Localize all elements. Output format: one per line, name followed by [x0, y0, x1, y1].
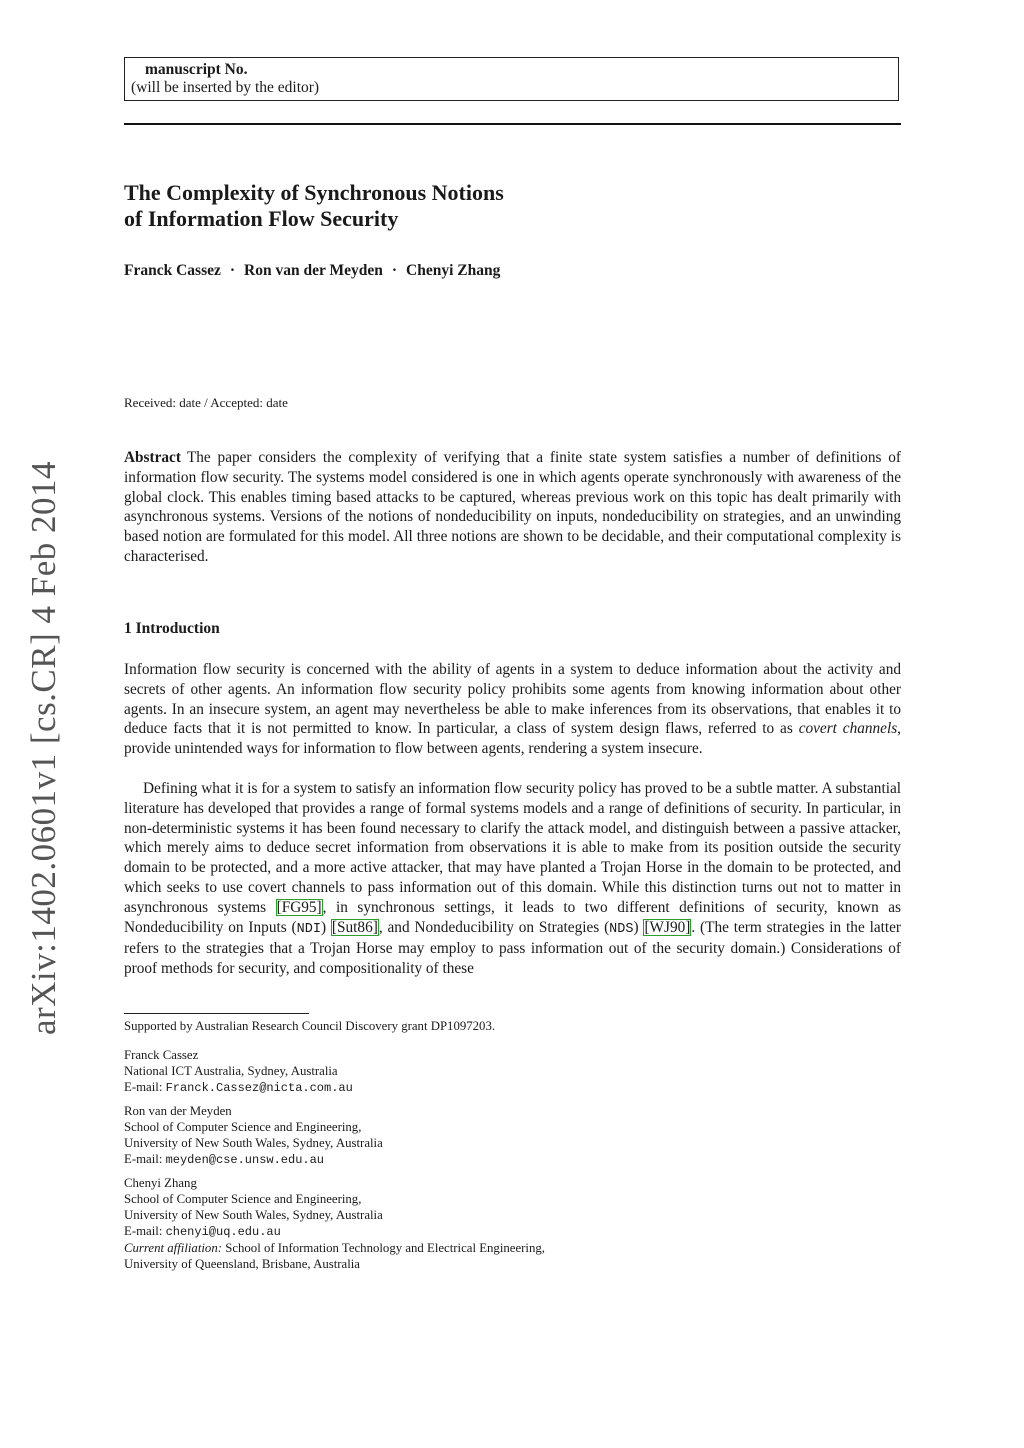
header-rule	[124, 123, 901, 125]
affiliation-line: School of Computer Science and Engineering,	[124, 1192, 362, 1206]
author-separator: ·	[229, 262, 236, 279]
affiliation-line: Chenyi Zhang	[124, 1176, 197, 1190]
received-accepted-dates: Received: date / Accepted: date	[124, 395, 288, 410]
citation-link-sut86[interactable]: [Sut86]	[331, 918, 378, 936]
paragraph-text: , in synchronous settings, it leads to two different definitions of security, known as Nondeducibility on Inputs (	[124, 898, 901, 936]
section-heading-introduction: 1 Introduction	[124, 620, 220, 637]
paragraph-text: . (The term strategies in the latter refers to the strategies that a Trojan Horse may employ to pass information out of the security domain.) Considerations of proof methods for security, and compositionality of these	[124, 918, 902, 978]
citation-link-wj90[interactable]: [WJ90]	[644, 918, 691, 936]
arxiv-identifier: arXiv:1402.0601v1 [cs.CR] 4 Feb 2014	[24, 460, 63, 1036]
current-affiliation	[124, 1240, 545, 1256]
affiliation-email-row	[124, 1223, 545, 1240]
author-separator: ·	[391, 262, 398, 279]
emphasis-covert-channels: covert channels	[798, 720, 898, 738]
title-line-1: The Complexity of Synchronous Notions	[124, 180, 504, 205]
code-ndi: NDI	[296, 921, 321, 937]
affiliation-line: Franck Cassez	[124, 1048, 199, 1062]
paragraph-text: , provide unintended ways for information to flow between agents, rendering a system insecure.	[124, 720, 901, 758]
abstract	[124, 448, 901, 567]
paper-title	[124, 180, 824, 232]
email-link[interactable]: meyden@cse.unsw.edu.au	[165, 1153, 325, 1167]
paragraph-text: )	[320, 918, 331, 936]
author-name: Franck Cassez	[124, 262, 221, 279]
affiliation-line: National ICT Australia, Sydney, Australia	[124, 1064, 338, 1078]
email-link[interactable]: chenyi@uq.edu.au	[165, 1225, 281, 1239]
manuscript-editor-note: (will be inserted by the editor)	[131, 79, 320, 96]
affiliation-line: School of Computer Science and Engineering,	[124, 1120, 362, 1134]
author-name: Ron van der Meyden	[244, 262, 383, 279]
funding-footnote: Supported by Australian Research Council Discovery grant DP1097203.	[124, 1019, 496, 1033]
affiliation-line: University of New South Wales, Sydney, Australia	[124, 1208, 383, 1222]
affiliation-line: University of Queensland, Brisbane, Australia	[124, 1257, 360, 1271]
email-link[interactable]: Franck.Cassez@nicta.com.au	[165, 1081, 353, 1095]
current-affiliation-label: Current affiliation:	[124, 1241, 222, 1255]
citation-link-fg95[interactable]: [FG95]	[276, 898, 322, 916]
paragraph-text: Information flow security is concerned with the ability of agents in a system to deduce information about the activity and secrets of other agents. An information flow security policy prohibits some agents from knowing information about other agents. In an insecure system, an agent may nevertheless be able to make inferences from its observations, that enables it to deduce facts that it is not permitted to know. In particular, a class of system design flaws, referred to as	[124, 661, 901, 738]
author-list	[124, 262, 500, 280]
paragraph-text: , and Nondeducibility on Strategies (	[378, 918, 610, 936]
abstract-label: Abstract	[124, 449, 181, 466]
manuscript-number-label: manuscript No.	[145, 61, 248, 78]
intro-paragraph-2	[124, 779, 901, 979]
email-label: E-mail:	[124, 1224, 166, 1238]
email-label: E-mail:	[124, 1152, 166, 1166]
author-name: Chenyi Zhang	[406, 262, 501, 279]
intro-paragraph-1	[124, 660, 901, 759]
code-nds: NDS	[609, 921, 634, 937]
footnote-rule	[124, 1013, 309, 1014]
affiliation-email-row	[124, 1151, 383, 1168]
email-label: E-mail:	[124, 1080, 166, 1094]
paragraph-text: )	[633, 918, 644, 936]
affiliation-zhang	[124, 1175, 545, 1272]
affiliation-cassez	[124, 1047, 353, 1096]
affiliation-line: Ron van der Meyden	[124, 1104, 232, 1118]
manuscript-box	[124, 57, 899, 101]
affiliation-email-row	[124, 1079, 353, 1096]
paragraph-text: Defining what it is for a system to satisfy an information flow security policy has proved to be a subtle matter. A substantial literature has developed that provides a range of formal systems models and a range of definitions of security. In particular, in non-deterministic systems it has been found necessary to clarify the attack model, and distinguish between a passive attacker, which merely aims to deduce secret information from observations it is able to make from its position outside the security domain to be protected, and a more active attacker, that may have planted a Trojan Horse in the domain to be protected, and which seeks to use covert channels to pass information out of this domain. While this distinction turns out not to matter in asynchronous systems	[124, 780, 901, 916]
current-affiliation-text: School of Information Technology and Electrical Engineering,	[222, 1241, 545, 1255]
affiliation-van-der-meyden	[124, 1103, 383, 1168]
affiliation-line: University of New South Wales, Sydney, Australia	[124, 1136, 383, 1150]
abstract-text: The paper considers the complexity of verifying that a finite state system satisfies a number of definitions of information flow security. The systems model considered is one in which agents operate synchronously with awareness of the global clock. This enables timing based attacks to be captured, whereas previous work on this topic has dealt primarily with asynchronous systems. Versions of the notions of nondeducibility on inputs, nondeducibility on strategies, and an unwinding based notion are formulated for this model. All three notions are shown to be decidable, and their computational complexity is characterised.	[124, 449, 901, 565]
title-line-2: of Information Flow Security	[124, 206, 399, 231]
